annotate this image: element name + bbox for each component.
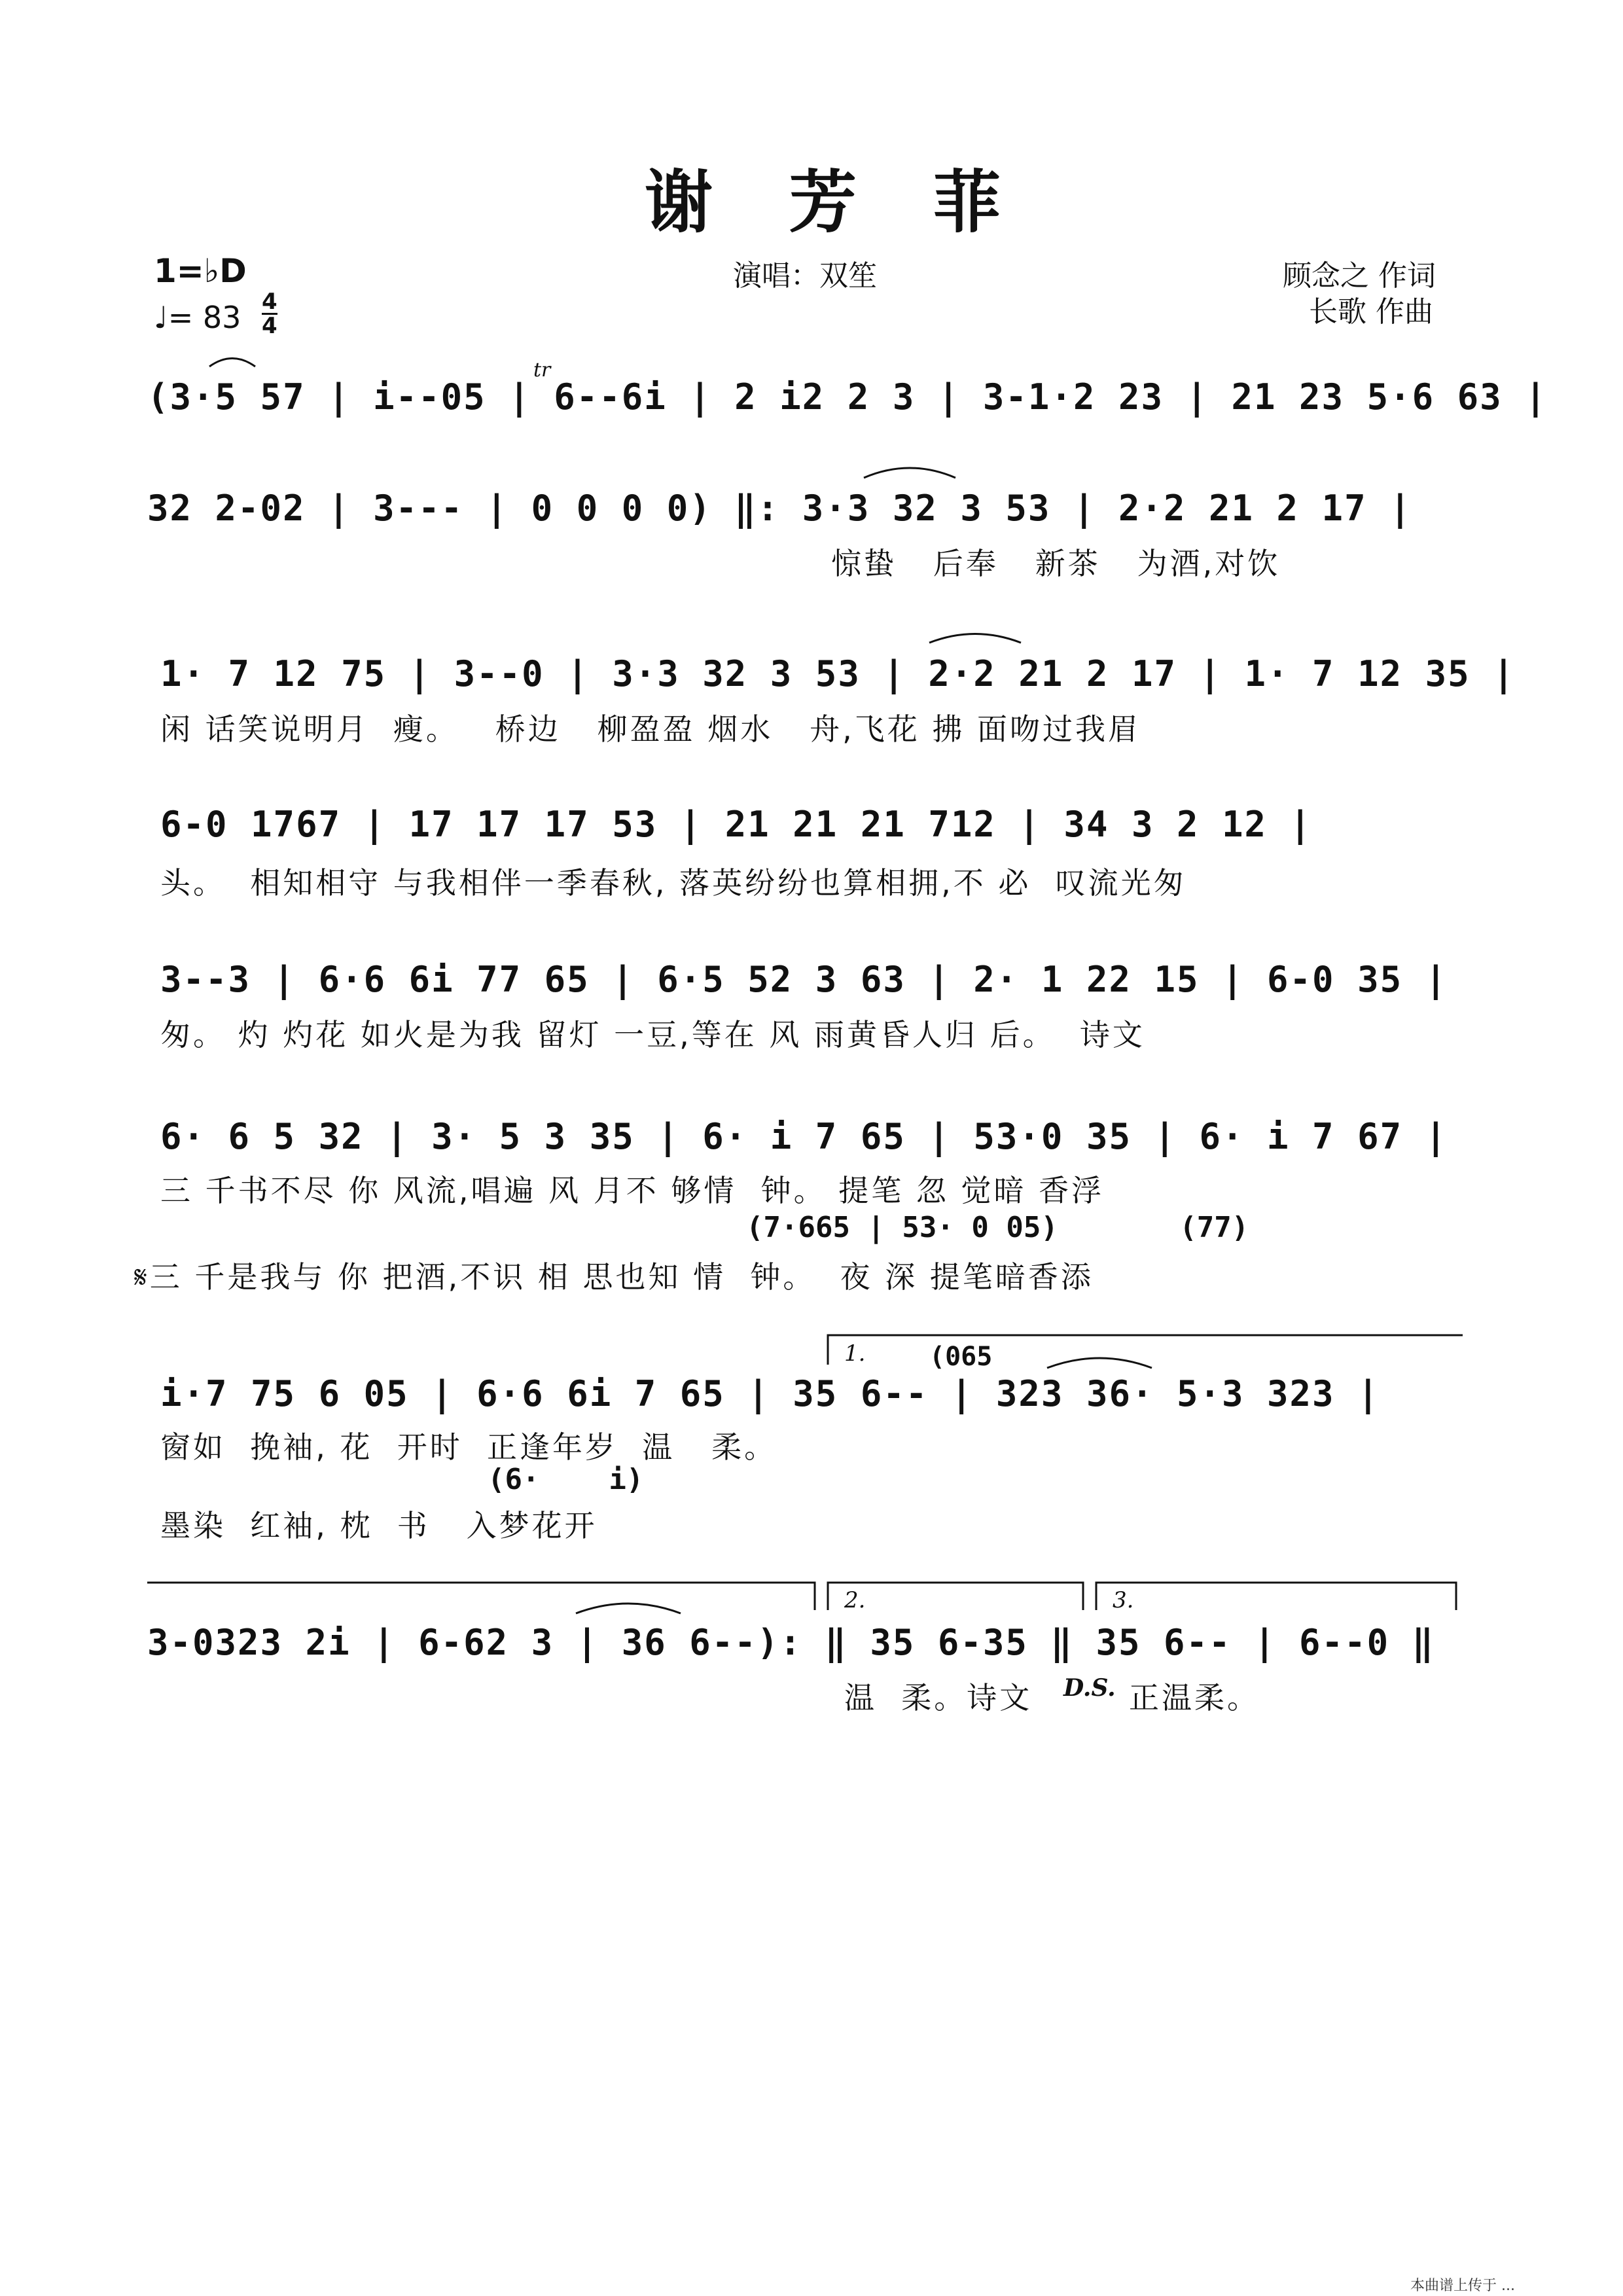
lyric-line-7b: 墨染 红袖, 枕 书 入梦花开 (160, 1508, 597, 1543)
alt-notes-7a: (065 (929, 1342, 993, 1372)
tempo-mark: ♩= 83 (154, 300, 241, 335)
music-line-1: (3·5 57 | i--05 | 6--6i | 2 i2 2 3 | 3-1·2 23 | 21 23 5·6 63 | (147, 376, 1548, 418)
lyric-line-2: 惊蛰 后奉 新茶 为酒,对饮 (831, 546, 1281, 581)
alt-notes-7b: (6· i) (488, 1463, 644, 1496)
music-line-6: 6· 6 5 32 | 3· 5 3 35 | 6· i 7 65 | 53·0 35 | 6· i 7 67 | (160, 1116, 1448, 1157)
lyric-line-3: 闲 话笑说明月 瘦。 桥边 柳盈盈 烟水 舟,飞花 拂 面吻过我眉 (160, 711, 1141, 747)
dal-segno-mark: D.S. (1063, 1674, 1116, 1702)
music-line-5: 3--3 | 6·6 6i 77 65 | 6·5 52 3 63 | 2· 1 22 15 | 6-0 35 | (160, 959, 1448, 1000)
volta-2: 2. (844, 1587, 866, 1613)
singer-credit: 演唱：双笙 (733, 259, 877, 293)
lyric-line-8-end: 正温柔。 (1129, 1680, 1260, 1715)
lyric-line-6: 三 千书不尽 你 风流,唱遍 风 月不 够情 钟。 提笔 忽 觉暗 香浮 (160, 1173, 1105, 1208)
tie (576, 1604, 681, 1613)
volta-3-bracket (1096, 1583, 1456, 1610)
alt-notes-6: (7·665 | 53· 0 05) (77) (746, 1211, 1249, 1244)
tie (864, 468, 955, 478)
lyric-line-8: 温 柔。诗文 (844, 1680, 1033, 1715)
music-line-2: 32 2-02 | 3--- | 0 0 0 0) ‖: 3·3 32 3 53 | 2·2 21 2 17 | (147, 488, 1412, 529)
lyric-line-7: 窗如 挽袖, 花 开时 正逢年岁 温 柔。 (160, 1429, 777, 1465)
tie (929, 634, 1021, 643)
volta-1: 1. (844, 1340, 866, 1367)
lyric-line-6b: 𝄋三 千是我与 你 把酒,不识 相 思也知 情 钟。 夜 深 提笔暗香添 (134, 1259, 1094, 1295)
time-signature: 4 4 (262, 289, 277, 339)
music-line-8: 3-0323 2i | 6-62 3 | 36 6--): ‖ 35 6-35 ‖ 35 6-- | 6--0 ‖ (147, 1622, 1435, 1663)
key-signature: 1=♭D (154, 252, 247, 290)
volta-1-continuation (147, 1583, 815, 1610)
trill-mark: tr (533, 359, 551, 382)
lyric-line-5: 匆。 灼 灼花 如火是为我 留灯 一豆,等在 风 雨黄昏人归 后。 诗文 (160, 1017, 1145, 1052)
volta-3: 3. (1113, 1587, 1134, 1613)
volta-1-bracket (828, 1335, 1463, 1365)
volta-2-bracket (828, 1583, 1083, 1610)
footer-credit: 本曲谱上传于 ... (1410, 2278, 1515, 2294)
composer-credit: 长歌 作曲 (1309, 295, 1433, 329)
music-line-3: 1· 7 12 75 | 3--0 | 3·3 32 3 53 | 2·2 21 2 17 | 1· 7 12 35 | (160, 653, 1516, 694)
lyricist-credit: 顾念之 作词 (1283, 259, 1436, 293)
tie (1047, 1358, 1152, 1368)
music-line-4: 6-0 1767 | 17 17 17 53 | 21 21 21 712 | 34 3 2 12 | (160, 804, 1313, 845)
page-title: 谢 芳 菲 (645, 162, 1027, 242)
music-line-7: i·7 75 6 05 | 6·6 6i 7 65 | 35 6-- | 323 36· 5·3 323 | (160, 1373, 1380, 1414)
lyric-line-4: 头。 相知相守 与我相伴一季春秋, 落英纷纷也算相拥,不 必 叹流光匆 (160, 865, 1186, 901)
tie (209, 359, 255, 367)
